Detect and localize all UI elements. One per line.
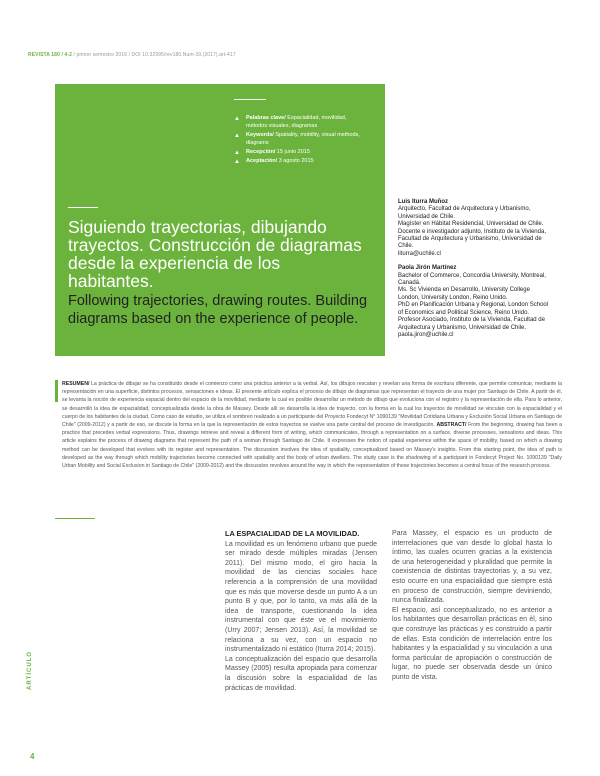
title-english: Following trajectories, drawing routes. Building diagrams based on the experience of people. [68,293,368,327]
body-column-1 [225,529,377,693]
author-line: PhD en Planificación Urbana y Regional, London School of Economics and Political Science, Reino Unido. [398,302,549,316]
keyword-item [234,114,368,130]
keyword-text: Espacialidad, movilidad, métodos visuales, diagramas [246,115,347,129]
author-line: Magíster en Hábitat Residencial, Universidad de Chile. [398,221,544,228]
triangle-bullet-icon: ▲ [234,150,240,156]
author-line: Arquitecto, Facultad de Arquitectura y Urbanismo, Universidad de Chile. [398,206,531,220]
body-column-2 [392,529,552,683]
abstract [56,380,562,498]
resumen-label: RESUMEN/ [62,381,90,387]
keyword-item [234,131,368,147]
keyword-label: Recepción/ [246,149,276,155]
keyword-label: Palabras clave/ [246,115,286,121]
side-label-container [27,610,37,690]
keywords-list [234,114,368,166]
triangle-bullet-icon: ▲ [234,133,240,139]
author-line: Profesor Asociado, Instituto de la Vivienda, Facultad de Arquitectura y Urbanismo, Universidad de Chile. [398,317,545,331]
abstract-label: ABSTRACT/ [436,422,467,429]
author-line: Bachelor of Commerce, Concordia University, Montreal, Canadá. [398,272,546,287]
running-header [28,52,236,58]
section-heading: LA ESPACIALIDAD DE LA MOVILIDAD. [225,529,360,538]
paragraph: Para Massey, el espacio es un producto de interrelaciones que van desde lo global hasta lo íntimo, las cuales ocurren gracias a la existencia de una heterogeneidad y pluralidad que permite la coexistencia de distintas trayectorias y, a su vez, esto ocurre en una espacialidad que siempre está en proceso de construcción, siempre deviniendo, nunca finalizada. [392,530,552,605]
title-spanish: Siguiendo trayectorias, dibujando trayectos. Construcción de diagramas desde la experiencia de los habitantes. [68,217,362,291]
journal-issue: / 4-2 [61,52,72,58]
page-number: 4 [30,752,35,761]
keyword-text: 3 agosto 2015 [278,158,314,164]
keywords-rule [234,99,266,100]
author-email[interactable]: paola.jiron@uchile.cl [398,331,454,338]
paragraph: La movilidad es un fenómeno urbano que puede ser mirado desde múltiples miradas (Jensen 2011). Del mismo modo, el giro hacia la movilidad de las ciencias sociales hace referencia a la comprensión de una movilidad que es más que moverse desde un punto A a un punto B y que, por lo tanto, va más allá de la idea de transporte, cuestionando la idea instrumental con que éste ve el movimiento (Urry 2007; Jensen 2013). Así, la movilidad se relaciona a su vez, con un espacio no instrumentalizado ni estático (Iturra 2014; 2015). [225,540,377,654]
title-rule [68,207,98,208]
keyword-item [234,148,368,156]
author-name: Paola Jirón Martínez [398,265,457,272]
author-name: Luis Iturra Muñoz [398,199,448,205]
journal-brand: REVISTA 180 [28,52,60,58]
authors [398,199,550,339]
author-line: Docente e investigador adjunto, Instituto de la Vivienda, Facultad de Arquitectura y Urbanismo, Universidad de Chile. [398,228,546,250]
keyword-text: Spatiality, mobility, visual methods, diagrams [246,132,360,146]
author-line: Ms. Sc Vivienda en Desarrollo, University College London, University London, Reino Unido. [398,287,530,301]
author-email[interactable]: liturra@uchile.cl [398,250,441,257]
triangle-bullet-icon: ▲ [234,116,240,122]
journal-details: / primer semestre 2016 / DOI 10.32995/rev180.Num-39.(2017).art-417 [73,52,236,58]
triangle-bullet-icon: ▲ [234,159,240,165]
paragraph: La conceptualización del espacio que desarrolla Massey (2005) resulta apropiada para comenzar la discusión sobre la espacialidad de las prácticas de movilidad. [225,655,377,692]
abstract-text: From the beginning, drawing has been a practice that precedes verbal expressions. Thus, drawings retrieve and reveal a different form of writing, which communicates, through a representation on a surface, diverse processes, sensations and ideas. This article explains the process of drawing diagrams that represent the path of a woman through Santiago de Chile. It expresses the notion of spatial experience within the space of mobility, based on which a drawing method can be developed that evolves with its register and representation. The discussion involves the idea of spatiality, conceptualized based on Massey's insights. From this starting point, the idea of path is developed as the way through which mobility trajectories become connected with spatiality and the body of urban dwellers. The study case is the shadowing of a participant in Fondecyt Project No. 1090139 "Daily Urban Mobility and Social Exclusion in Santiago de Chile" (2009-2012) and the discussion revolves around the way in which the representation of these trajectories becomes a central focus of the research process. [62,422,562,470]
paragraph: El espacio, así conceptualizado, no es anterior a los habitantes que desarrollan prácticas en él, sino que construye las prácticas y es construido a partir de ellas. Esta condición de interrelación entre los habitantes y la espacialidad y su vinculación a una forma particular de apropiación o construcción de lugar, no puede ser observada desde un único punto de vista. [392,606,552,681]
resumen-text: La práctica de dibujar se ha constituido desde el comienzo como una práctica anterior a la verbal. Así, los dibujos rescatan y revelan una forma de escritura diferente, que permite comunicar, mediante la representación en una superficie, distintos procesos, sensaciones e ideas. El presente artículo explica el proceso de dibujo de diagramas que representan el trayecto de una mujer por Santiago de Chile. A partir de él, se levanta la noción de experiencia espacial dentro del espacio de la movilidad, mediante la cual es posible desarrollar un método de dibujo que evoluciona con el registro y la representación de ella. Para lo anterior, se desarrolló la idea de espacialidad, conceptualizada desde la obra de Massey. Desde allí se desarrolla la idea de trayecto, con la forma en la cual los trayectos de movilidad se vinculan con la espacialidad y el cuerpo de los habitantes de la ciudad. Como caso de estudio, se utiliza el sombreo realizado a un participante del Proyecto Fondecyt N° 1090139 "Movilidad Cotidiana Urbana y Exclusión Social Urbana en Santiago de Chile" (2009-2012) y a partir de eso, se discute la forma en la que la representación de estos trayectos se vuelve una parte central del proceso de investigación. [62,381,562,429]
section-separator [55,518,95,519]
keyword-label: Keywords/ [246,132,274,138]
keyword-text: 15 junio 2015 [276,149,310,155]
keyword-label: Aceptación/ [246,158,278,164]
side-label: ARTÍCULO [27,651,33,690]
keyword-item [234,157,368,165]
